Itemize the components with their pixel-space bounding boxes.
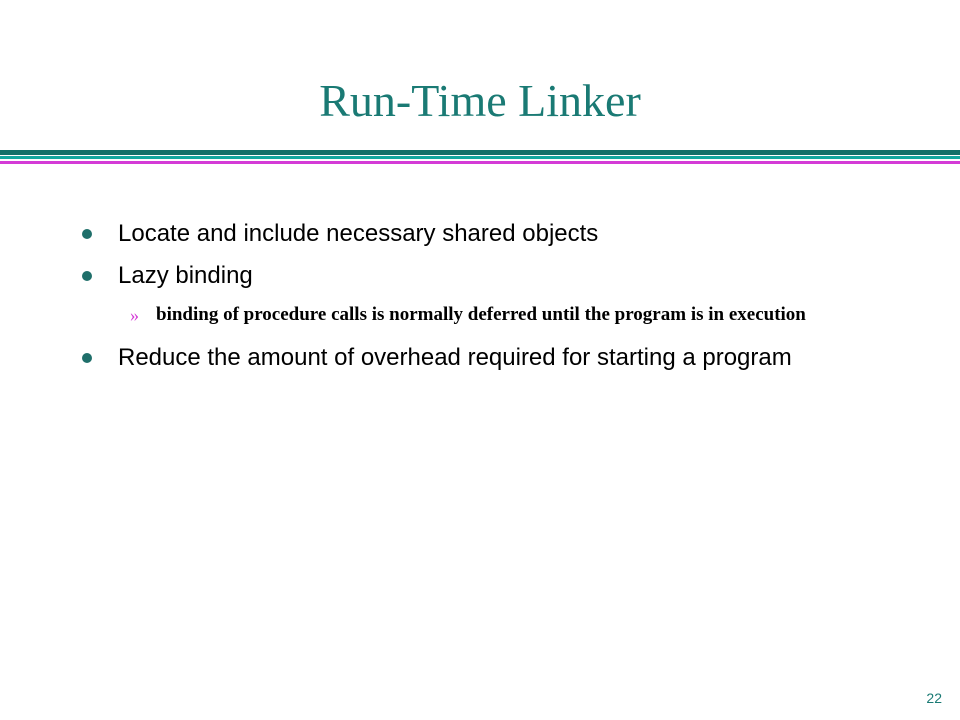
sub-bullet-text: binding of procedure calls is normally deferred until the program is in execution <box>156 304 806 325</box>
bullet-text: Reduce the amount of overhead required for starting a program <box>118 344 792 371</box>
title-rule-teal <box>0 156 960 159</box>
bullet-dot-icon <box>82 271 92 281</box>
bullet-dot-icon <box>82 229 92 239</box>
bullet-dot-icon <box>82 353 92 363</box>
bullet-text: Locate and include necessary shared objects <box>118 220 599 247</box>
slide-content <box>80 218 900 384</box>
sub-bullet-marker: » <box>130 305 139 325</box>
title-rule-magenta <box>0 161 960 164</box>
bullet-item <box>80 218 900 250</box>
title-rule-dark <box>0 150 960 155</box>
slide-title: Run-Time Linker <box>319 75 641 126</box>
bullet-item <box>80 260 900 292</box>
bullet-item <box>80 342 900 374</box>
page-number: 22 <box>926 690 942 706</box>
bullet-text: Lazy binding <box>118 262 253 289</box>
sub-bullet-item <box>80 302 900 328</box>
